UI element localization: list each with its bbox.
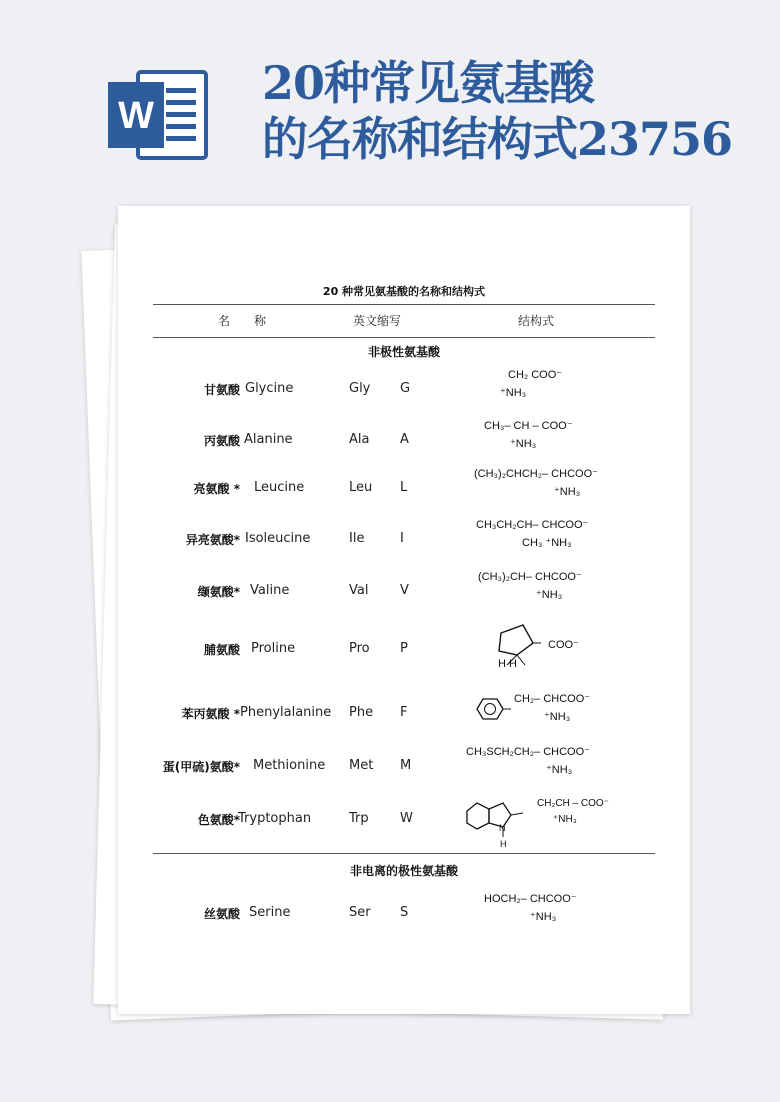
one-letter-code: G <box>400 381 411 396</box>
benzene-ring-icon <box>473 696 513 722</box>
formula-line1: (CH₃)₂CHCH₂– CHCOO⁻ <box>474 468 598 480</box>
cn-name: 色氨酸* <box>197 813 240 827</box>
formula-line1: CH₃SCH₂CH₂– CHCOO⁻ <box>466 746 590 758</box>
cn-name: 脯氨酸 <box>203 643 240 657</box>
table-row <box>0 693 780 735</box>
word-doc-icon <box>108 68 208 162</box>
structure-formula <box>478 570 668 612</box>
table-row <box>0 420 780 462</box>
header-rule <box>153 337 655 338</box>
en-name: Leucine <box>254 480 305 495</box>
one-letter-code: S <box>400 905 409 920</box>
banner-title <box>262 55 777 167</box>
formula-line1: CH₃– CH – COO⁻ <box>484 420 573 432</box>
abbreviation: Phe <box>349 705 374 720</box>
formula-line2: ⁺NH₃ <box>553 814 577 825</box>
abbreviation: Trp <box>349 811 369 826</box>
structure-formula <box>498 638 738 680</box>
formula-line1: (CH₃)₂CH– CHCOO⁻ <box>478 571 582 583</box>
table-row <box>0 519 780 561</box>
one-letter-code: M <box>400 758 412 773</box>
header-structure: 结构式 <box>518 314 555 328</box>
en-name: Alanine <box>244 432 293 447</box>
formula-line2: ⁺NH₃ <box>536 589 563 601</box>
one-letter-code: I <box>400 531 404 546</box>
en-name: Serine <box>249 905 291 920</box>
section-nonpolar: 非极性氨基酸 <box>367 345 440 359</box>
formula-line2: ⁺NH₃ <box>544 711 571 723</box>
formula-line2: CH₃ ⁺NH₃ <box>522 537 572 549</box>
structure-formula <box>514 692 704 734</box>
section-rule <box>153 853 655 854</box>
structure-formula <box>500 368 698 410</box>
formula-line1: HOCH₂– CHCOO⁻ <box>484 893 577 905</box>
abbreviation: Met <box>349 758 374 773</box>
en-name: Proline <box>251 641 296 656</box>
svg-text:W: W <box>118 95 154 137</box>
table-row <box>0 798 780 849</box>
formula-line2: H H <box>498 658 517 670</box>
abbreviation: Ile <box>349 531 365 546</box>
header-abbr: 英文缩写 <box>353 314 402 328</box>
one-letter-code: P <box>400 641 408 656</box>
formula-line2: ⁺NH₃ <box>546 764 573 776</box>
table-row <box>0 893 780 935</box>
formula-line1: CH₂CH – COO⁻ <box>537 798 609 809</box>
formula-line1: CH₂– CHCOO⁻ <box>514 693 591 705</box>
cn-name: 异亮氨酸* <box>185 533 240 547</box>
formula-line1: COO⁻ <box>548 639 579 651</box>
one-letter-code: L <box>400 480 408 495</box>
formula-line1: CH₃CH₂CH– CHCOO⁻ <box>476 519 589 531</box>
table-row <box>0 571 780 613</box>
one-letter-code: F <box>400 705 408 720</box>
en-name: Isoleucine <box>245 531 311 546</box>
section-polar-uncharged: 非电离的极性氨基酸 <box>349 864 458 878</box>
en-name: Tryptophan <box>238 811 312 826</box>
formula-line2: ⁺NH₃ <box>500 387 527 399</box>
cn-name: 缬氨酸* <box>197 585 240 599</box>
table-row <box>0 641 780 671</box>
cn-name: 蛋(甲硫)氨酸* <box>162 760 240 774</box>
cn-name: 丝氨酸 <box>203 907 240 921</box>
table-top-rule <box>153 304 655 305</box>
cn-name: 亮氨酸 * <box>193 482 240 496</box>
formula-line2: ⁺NH₃ <box>554 486 581 498</box>
abbreviation: Pro <box>349 641 370 656</box>
formula-line1: CH₂ COO⁻ <box>508 369 563 381</box>
one-letter-code: V <box>400 583 409 598</box>
cn-name: 甘氨酸 <box>203 383 240 397</box>
indole-ring-icon <box>463 795 535 851</box>
abbreviation: Ser <box>349 905 371 920</box>
formula-line2: ⁺NH₃ <box>510 438 537 450</box>
structure-formula <box>484 419 674 461</box>
abbreviation: Ala <box>349 432 370 447</box>
banner-title-line1: 20种常见氨基酸 <box>262 56 595 110</box>
en-name: Methionine <box>253 758 326 773</box>
table-row <box>0 369 780 411</box>
en-name: Phenylalanine <box>240 705 332 720</box>
structure-formula <box>476 518 666 560</box>
abbreviation: Leu <box>349 480 373 495</box>
cn-name: 苯丙氨酸 * <box>181 707 240 721</box>
one-letter-code: W <box>400 811 413 826</box>
table-row <box>0 468 780 510</box>
svg-text:N: N <box>499 823 506 833</box>
cn-name: 丙氨酸 <box>203 434 240 448</box>
header-name: 名 称 <box>218 314 267 328</box>
formula-line2: ⁺NH₃ <box>530 911 557 923</box>
en-name: Valine <box>250 583 290 598</box>
abbreviation: Gly <box>349 381 371 396</box>
document-title: 20 种常见氨基酸的名称和结构式 <box>322 285 486 298</box>
structure-formula <box>537 798 727 840</box>
svg-text:H: H <box>500 839 507 849</box>
structure-formula <box>484 892 674 934</box>
structure-formula <box>474 467 664 509</box>
en-name: Glycine <box>245 381 294 396</box>
one-letter-code: A <box>400 432 409 447</box>
banner-title-line2: 的名称和结构式23756 <box>262 112 733 166</box>
structure-formula <box>466 745 656 787</box>
abbreviation: Val <box>349 583 369 598</box>
table-row <box>0 746 780 788</box>
